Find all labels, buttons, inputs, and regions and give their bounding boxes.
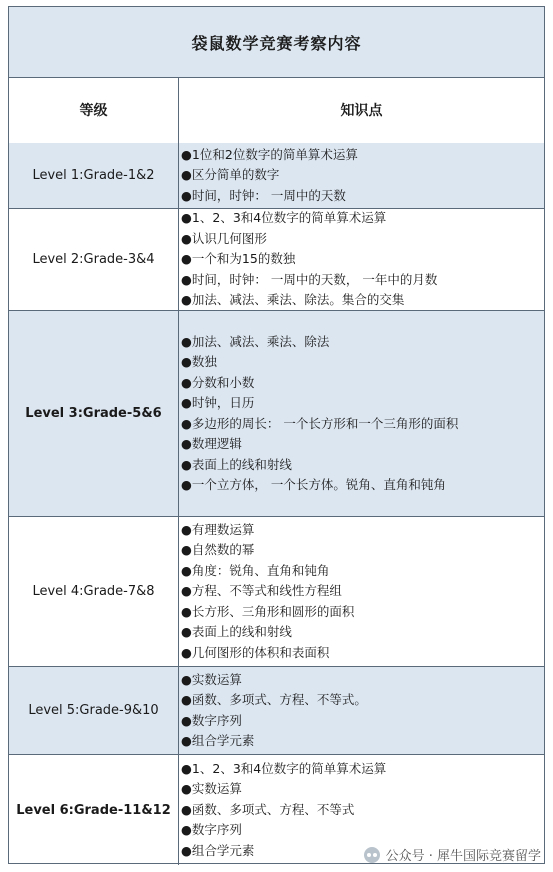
knowledge-cell	[179, 209, 544, 310]
knowledge-item: ●实数运算	[181, 671, 242, 687]
level-cell: Level 1:Grade-1&2	[9, 143, 179, 208]
level-cell: Level 5:Grade-9&10	[9, 667, 179, 754]
knowledge-item: ●实数运算	[181, 781, 242, 797]
table-row	[9, 517, 544, 667]
knowledge-item: ●自然数的幂	[181, 542, 255, 558]
level-cell: Level 6:Grade-11&12	[9, 755, 179, 865]
wechat-icon	[364, 847, 380, 863]
knowledge-item: ●表面上的线和射线	[181, 456, 292, 472]
knowledge-item: ●数独	[181, 354, 217, 369]
knowledge-item: ●一个立方体， 一个长方体。锐角、直角和钝角	[181, 477, 446, 492]
knowledge-item: ●函数、多项式、方程、不等式。	[181, 692, 367, 707]
knowledge-item: ●分数和小数	[181, 374, 255, 390]
knowledge-item: ●认识几何图形	[181, 230, 267, 246]
watermark-text: 公众号 · 犀牛国际竞赛留学	[385, 849, 541, 864]
knowledge-item: ●数字序列	[181, 822, 242, 838]
header-row	[9, 77, 544, 144]
knowledge-item: ●区分简单的数字	[181, 167, 280, 183]
knowledge-item: ●加法、减法、乘法、除法。集合的交集	[181, 292, 405, 308]
knowledge-item: ●数理逻辑	[181, 436, 242, 451]
knowledge-item: ●长方形、三角形和圆形的面积	[181, 603, 355, 619]
knowledge-item: ●时钟，日历	[181, 395, 255, 410]
knowledge-item: ●1位和2位数字的简单算术运算	[181, 146, 358, 162]
title-row	[9, 7, 544, 78]
knowledge-cell	[179, 517, 544, 666]
knowledge-item: ●组合学元素	[181, 842, 255, 858]
level-cell: Level 4:Grade-7&8	[9, 517, 179, 666]
level-cell: Level 2:Grade-3&4	[9, 209, 179, 310]
knowledge-item: ●组合学元素	[181, 733, 255, 748]
table-title: 袋鼠数学竞赛考察内容	[191, 33, 362, 53]
knowledge-item: ●几何图形的体积和表面积	[181, 644, 330, 660]
knowledge-item: ●数字序列	[181, 712, 242, 728]
knowledge-item: ●时间，时钟： 一周中的天数， 一年中的月数	[181, 271, 438, 287]
knowledge-item: ●函数、多项式、方程、不等式	[181, 801, 355, 817]
knowledge-item: ●有理数运算	[181, 521, 255, 537]
knowledge-item: ●加法、减法、乘法、除法	[181, 333, 330, 349]
table-row	[9, 667, 544, 755]
watermark	[364, 845, 541, 864]
knowledge-cell	[179, 667, 544, 754]
table-row	[9, 311, 544, 517]
knowledge-item: ●1、2、3和4位数字的简单算术运算	[181, 760, 387, 776]
knowledge-item: ●时间，时钟： 一周中的天数	[181, 187, 346, 203]
knowledge-item: ●表面上的线和射线	[181, 624, 292, 640]
header-level: 等级	[9, 77, 179, 143]
knowledge-cell	[179, 143, 544, 208]
curriculum-table	[8, 6, 545, 864]
knowledge-item: ●方程、不等式和线性方程组	[181, 583, 342, 599]
table-row	[9, 209, 544, 311]
level-cell: Level 3:Grade-5&6	[9, 311, 179, 516]
knowledge-item: ●多边形的周长： 一个长方形和一个三角形的面积	[181, 415, 459, 431]
knowledge-item: ●角度：锐角、直角和钝角	[181, 562, 330, 578]
knowledge-cell	[179, 311, 544, 516]
header-knowledge: 知识点	[340, 103, 383, 119]
knowledge-item: ●1、2、3和4位数字的简单算术运算	[181, 210, 387, 226]
table-row	[9, 143, 544, 209]
knowledge-item: ●一个和为15的数独	[181, 251, 296, 267]
